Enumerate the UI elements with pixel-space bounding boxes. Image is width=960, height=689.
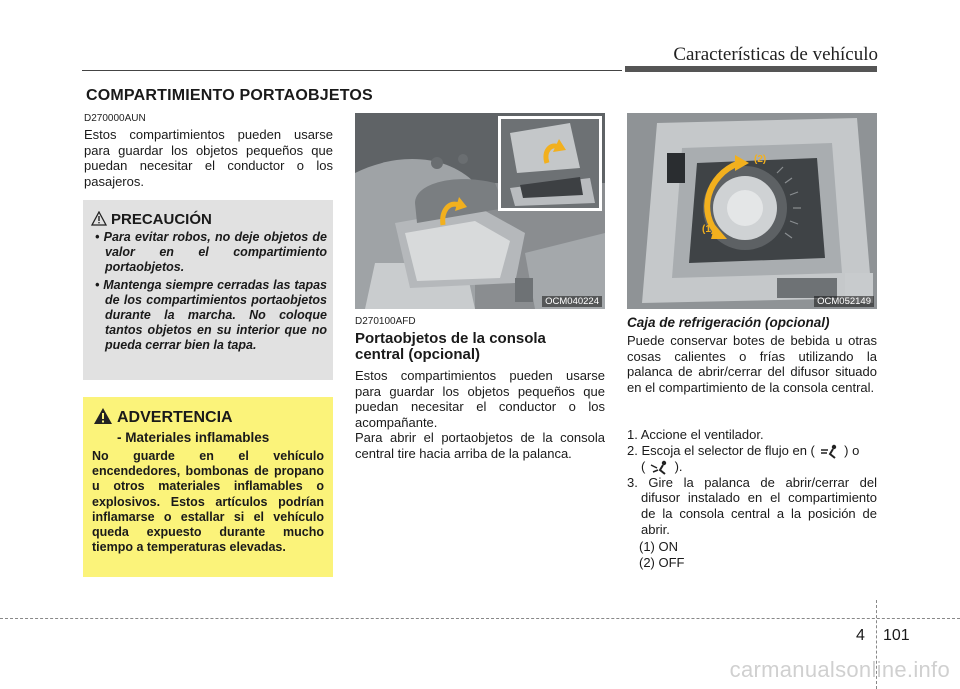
- airflow-face-icon: [819, 444, 841, 459]
- cooling-box-photo: [627, 113, 877, 309]
- warning-subtitle: - Materiales inflamables: [117, 430, 270, 445]
- step-2: [627, 443, 877, 475]
- cooling-box-heading: Caja de refrigeración (opcional): [627, 315, 830, 330]
- step-3: 3. Gire la palanca de abrir/cerrar del difusor instalado en el compartimiento de la consola central a la posición de abrir.: [627, 474, 877, 537]
- warning-text: No guarde en el vehículo encendedores, bombonas de propano u otros materiales inflamables o explosivos. Estos artículos podrían inflamarse o estallar si el vehículo queda expuesto durante mucho tiempo a temperaturas elevadas.: [92, 449, 324, 555]
- section-title: COMPARTIMIENTO PORTAOBJETOS: [86, 87, 373, 104]
- cooling-box-steps: [627, 427, 877, 570]
- header-bar: [625, 66, 877, 72]
- footer-rule: [0, 618, 960, 619]
- section-code: D270100AFD: [355, 316, 416, 327]
- step-2-text: ).: [674, 458, 683, 474]
- step-2-text: (: [641, 458, 646, 474]
- console-heading: Portaobjetos de la consola central (opcional): [355, 330, 546, 363]
- caution-item: • Mantenga siempre cerradas las tapas de los compartimientos portaobjetos durante la marcha. No coloque tantos objetos en su interior que no pueda cerrar bien la tapa.: [95, 278, 327, 352]
- step-1: 1. Accione el ventilador.: [627, 427, 764, 442]
- caution-title: PRECAUCIÓN: [111, 211, 212, 228]
- caution-triangle-icon: [91, 211, 107, 226]
- cooling-box-illustration: [627, 113, 877, 309]
- console-paragraph: Estos compartimientos pueden usarse para guardar los objetos pequeños que puedan necesitar el conductor o los acompañante.: [355, 368, 605, 430]
- header-rule: [82, 70, 622, 71]
- caution-box: [83, 200, 333, 380]
- intro-paragraph: Estos compartimientos pueden usarse para guardar los objetos pequeños que puedan necesitar el conductor o los pasajeros.: [84, 127, 333, 189]
- watermark: carmanualsonline.info: [729, 657, 950, 682]
- photo-label: OCM040224: [542, 296, 602, 307]
- chapter-title: Características de vehículo: [673, 44, 878, 65]
- console-illustration: [355, 113, 605, 309]
- console-photo: [355, 113, 605, 309]
- page-number: 101: [883, 627, 910, 644]
- step-2-continued: [627, 459, 877, 475]
- photo-marker-2: (2): [754, 154, 767, 165]
- position-off: (2) OFF: [639, 554, 685, 570]
- warning-triangle-icon: [93, 407, 113, 425]
- photo-marker-1: (1): [702, 224, 715, 235]
- chapter-number: 4: [856, 627, 865, 644]
- cooling-box-paragraph: Puede conservar botes de bebida u otras cosas calientes o frías utilizando la palanca de abrir/cerrar del difusor situado en el compartimiento de la consola central.: [627, 333, 877, 395]
- airflow-face-floor-icon: [649, 460, 671, 475]
- warning-box: [83, 397, 333, 577]
- section-code: D270000AUN: [84, 113, 146, 124]
- position-on: (1) ON: [639, 539, 678, 555]
- step-2-text: 2. Escoja el selector de flujo en (: [627, 442, 815, 458]
- caution-item: • Para evitar robos, no deje objetos de valor en el compartimiento portaobjetos.: [95, 230, 327, 274]
- photo-label: OCM052149: [814, 296, 874, 307]
- console-instructions: Para abrir el portaobjetos de la consola central tire hacia arriba de la palanca.: [355, 430, 605, 461]
- warning-title: ADVERTENCIA: [117, 409, 233, 426]
- caution-list: [89, 230, 327, 356]
- step-2-text: ) o: [844, 442, 860, 458]
